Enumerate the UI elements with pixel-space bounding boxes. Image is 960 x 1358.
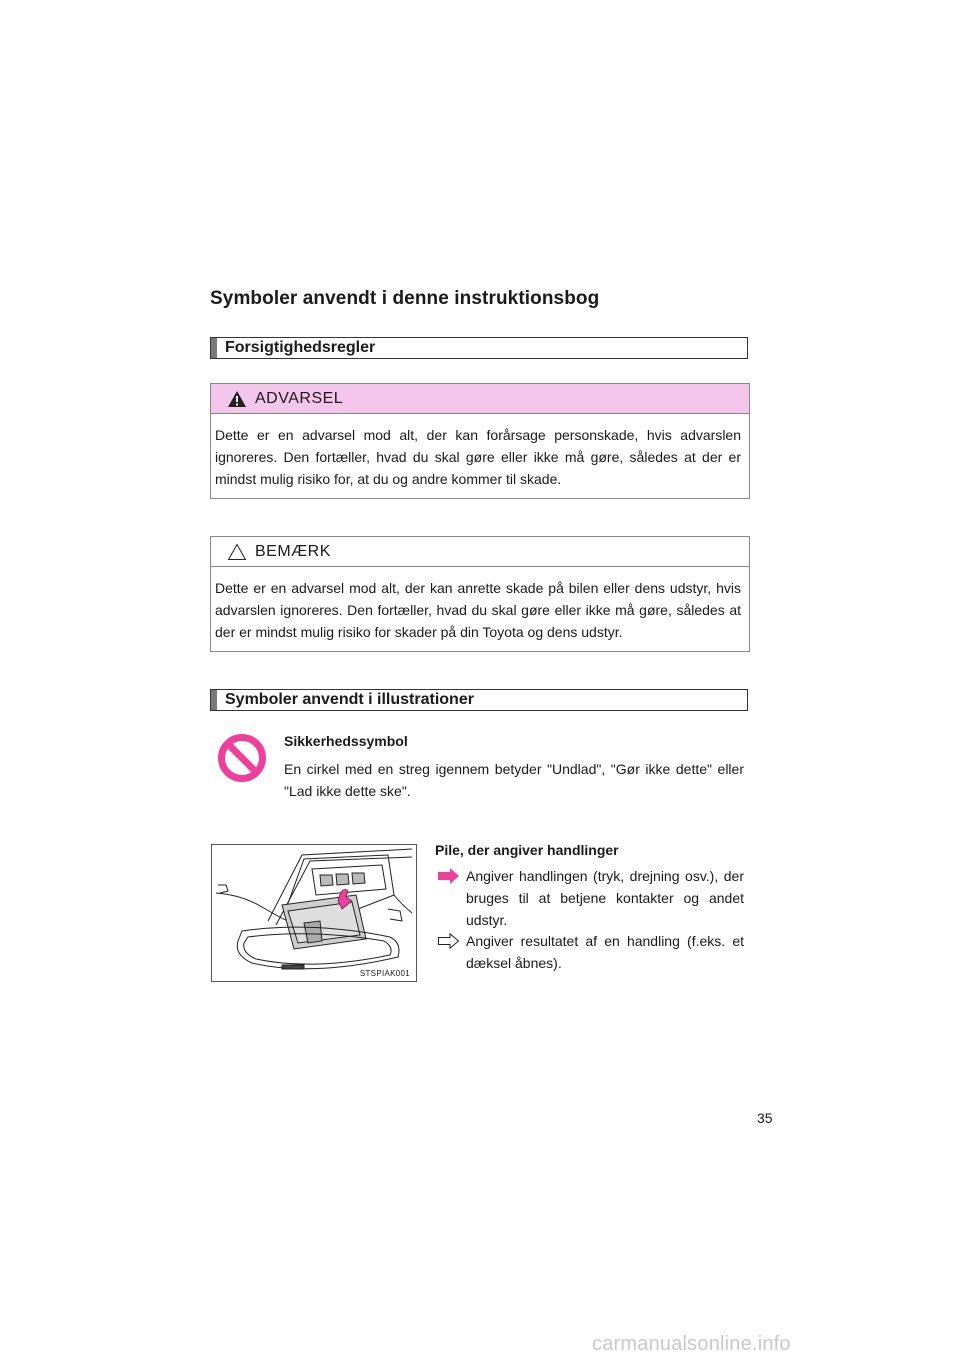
caution-outline-triangle-icon (227, 543, 247, 561)
arrow-legend-item (438, 865, 744, 931)
warning-box (210, 383, 750, 499)
section-heading-illustrations (210, 689, 748, 711)
arrow-legend-item (438, 930, 744, 974)
page-number: 35 (757, 1110, 773, 1126)
overhead-console-illustration (211, 844, 417, 982)
prohibition-circle-icon (217, 733, 267, 783)
outline-arrow-icon (438, 933, 460, 949)
notice-text: Dette er en advarsel mod alt, der kan anrette skade på bilen eller dens udstyr, hvis advarslen ignoreres. Den fortæller, hvad du skal gøre eller ikke må gøre, således at der er mindst mulig risiko for skader på din Toyota og dens udstyr. (215, 580, 741, 640)
warning-label: ADVARSEL (255, 389, 344, 407)
section-stripe (211, 690, 217, 710)
safety-symbol-title: Sikkerhedssymbol (284, 733, 408, 749)
warning-header (211, 384, 749, 414)
warning-text: Dette er en advarsel mod alt, der kan forårsage personskade, hvis advarslen ignoreres. Den fortæller, hvad du skal gøre eller ikke må gøre, således at der er mindst mulig risiko for, at du og andre kommer til skade. (215, 427, 741, 487)
safety-symbol-text: En cirkel med en streg igennem betyder "Undlad", "Gør ikke dette" eller "Lad ikke dette ske". (284, 761, 744, 799)
illustration-code: STSPIAK001 (359, 969, 410, 978)
arrow-legend-text: Angiver handlingen (tryk, drejning osv.), der bruges til at betjene kontakter og andet udstyr. (466, 868, 744, 928)
section-heading-label: Forsigtighedsregler (225, 339, 376, 356)
section-stripe (211, 338, 217, 358)
notice-header (211, 537, 749, 567)
overhead-console-drawing (212, 845, 416, 981)
filled-arrow-icon (438, 868, 460, 884)
page-title: Symboler anvendt i denne instruktionsbog (210, 288, 600, 309)
section-heading-label: Symboler anvendt i illustrationer (225, 691, 474, 708)
section-heading-precautions (210, 337, 748, 359)
watermark-link[interactable]: carmanualsonline.info (592, 1333, 791, 1355)
notice-box (210, 536, 750, 652)
warning-triangle-icon (227, 390, 247, 408)
arrow-legend-text: Angiver resultatet af en handling (f.eks. et dæksel åbnes). (466, 933, 744, 971)
arrows-title: Pile, der angiver handlinger (435, 842, 619, 858)
notice-label: BEMÆRK (255, 542, 331, 560)
